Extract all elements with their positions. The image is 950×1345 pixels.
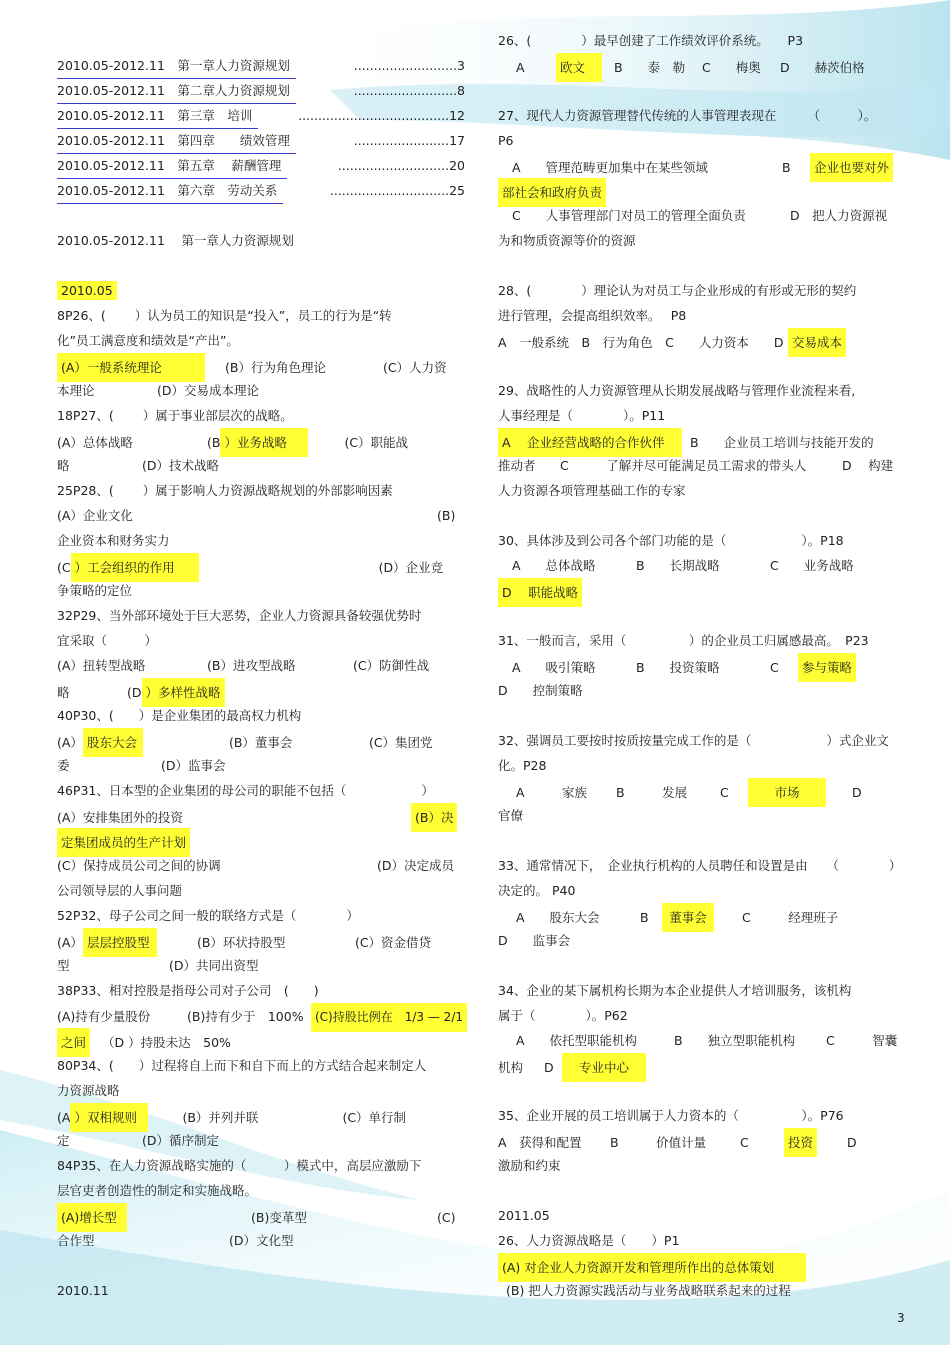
question-26-options: (A) 对企业人力资源开发和管理所作出的总体策划 (498, 1253, 908, 1278)
right-column (498, 28, 908, 1303)
question-27-options: C 人事管理部门对员工的管理全面负责 D 把人力资源视 (512, 208, 888, 223)
question-31-text: 公司领导层的人事问题 (57, 883, 183, 898)
question-32-options: A 家族 B 发展 C 市场 D (498, 778, 908, 803)
question-29-text: 29、战略性的人力资源管理从长期发展战略与管理作业流程来看, (498, 383, 856, 398)
section-title: 2010.05-2012.11 第一章人力资源规划 (57, 233, 294, 248)
question-31-options: D 控制策略 (498, 683, 583, 698)
question-31-text: 31、一般而言，采用（ ）的企业员工归属感最高。 P23 (498, 633, 869, 648)
toc-entry[interactable]: 2010.05-2012.11 第五章 薪酬管理 ............................20 (57, 153, 465, 178)
question-34-text: 34、企业的某下属机构长期为本企业提供人才培训服务，该机构 (498, 983, 852, 998)
question-34-options: A 依托型职能机构 B 独立型职能机构 C 智囊 (516, 1033, 898, 1048)
question-33-text: 33、通常情况下， 企业执行机构的人员聘任和设置是由 （ ） (498, 858, 902, 873)
toc-entry[interactable]: 2010.05-2012.11 第二章人力资源规划 ..........................8 (57, 78, 465, 103)
question-34-text: 力资源战略 (57, 1083, 120, 1098)
question-29-options: 推动者 C 了解并尽可能满足员工需求的带头人 D 构建 (498, 458, 894, 473)
question-31-text: 46P31、日本型的企业集团的母公司的职能不包括（ ） (57, 783, 434, 798)
question-27-options: (A）总体战略 (B ）业务战略 (C）职能战 (57, 428, 465, 453)
toc-entry[interactable]: 2010.05-2012.11 第六章 劳动关系 ..............................25 (57, 178, 465, 203)
question-26-options: A 欧文 B 泰 勒 C 梅奥 D 赫茨伯格 (498, 53, 908, 78)
question-35-text: 84P35、在人力资源战略实施的（ ）模式中，高层应激励下 (57, 1158, 422, 1173)
question-35-options: 合作型 (D）文化型 (57, 1233, 294, 1248)
question-31-options: 定集团成员的生产计划 (57, 828, 465, 853)
question-26-text: 8P26、( ）认为员工的知识是“投入”，员工的行为是“转 (57, 308, 392, 323)
question-33-text: 决定的。 P40 (498, 883, 576, 898)
year-heading: 2010.11 (57, 1283, 109, 1298)
question-32-options: (A） 层层控股型 (B）环状持股型 (C）资金借贷 (57, 928, 465, 953)
question-26-text: 化”员工满意度和绩效是“产出”。 (57, 333, 239, 348)
question-27-text: 27、现代人力资源管理替代传统的人事管理表现在 （ ）。 (498, 108, 877, 123)
question-35-text: 层官吏者创造性的制定和实施战略。 (57, 1183, 258, 1198)
question-33-options: 之间 （D ）持股未达 50% (57, 1028, 465, 1053)
question-28-text: 25P28、( ）属于影响人力资源战略规划的外部影响因素 (57, 483, 393, 498)
question-28-options: (C ）工会组织的作用 (D）企业竞 (57, 553, 465, 578)
question-29-text: 宜采取（ ） (57, 633, 158, 648)
toc-entry[interactable]: 2010.05-2012.11 第三章 培训 ......................................12 (57, 103, 465, 128)
question-30-options: D 职能战略 (498, 578, 908, 603)
question-27-text: P6 (498, 133, 514, 148)
question-28-text: 28、( ）理论认为对员工与企业形成的有形或无形的契约 (498, 283, 857, 298)
question-29-options: 略 (D ）多样性战略 (57, 678, 465, 703)
question-26-text: 26、人力资源战略是（ ）P1 (498, 1233, 680, 1248)
question-26-options: 本理论 (D）交易成本理论 (57, 383, 260, 398)
question-27-options: A 管理范畴更加集中在某些领域 B 企业也要对外 (498, 153, 908, 178)
question-28-text: 争策略的定位 (57, 583, 133, 598)
question-35-options: A 获得和配置 B 价值计量 C 投资 D (498, 1128, 908, 1153)
question-32-text: 化。P28 (498, 758, 547, 773)
question-35-text: 35、企业开展的员工培训属于人力资本的（ ）。P76 (498, 1108, 844, 1123)
question-28-text: 进行管理，会提高组织效率。 P8 (498, 308, 687, 323)
question-29-options: (A）扭转型战略 (B）进攻型战略 (C）防御性战 (57, 658, 430, 673)
question-33-options: (A)持有少量股份 (B)持有少于 100% (C)持股比例在 1/3 — 2/1 (57, 1003, 465, 1028)
question-27-options: 部社会和政府负责 (498, 178, 908, 203)
question-35-options: (A)增长型 (B)变革型 (C) (57, 1203, 465, 1228)
question-29-options: A 企业经营战略的合作伙伴 B 企业员工培训与技能开发的 (498, 428, 908, 453)
question-27-text: 为和物质资源等价的资源 (498, 233, 636, 248)
question-30-options: (A） 股东大会 (B）董事会 (C）集团党 (57, 728, 465, 753)
question-30-options: 委 (D）监事会 (57, 758, 226, 773)
question-32-options: 型 (D）共同出资型 (57, 958, 259, 973)
question-34-text: 属于（ ）。P62 (498, 1008, 628, 1023)
toc-entry[interactable]: 2010.05-2012.11 第四章 绩效管理 ........................17 (57, 128, 465, 153)
question-31-options: (C）保持成员公司之间的协调 (D）决定成员 (57, 858, 455, 873)
question-33-text: 38P33、相对控股是指母公司对子公司 ( ) (57, 983, 319, 998)
question-30-text: 40P30、( ）是企业集团的最高权力机构 (57, 708, 302, 723)
question-29-text: 32P29、当外部环境处于巨大恶势，企业人力资源具备较强优势时 (57, 608, 422, 623)
question-32-text: 52P32、母子公司之间一般的联络方式是（ ） (57, 908, 359, 923)
table-of-contents (57, 53, 465, 203)
question-26-options: (B) 把人力资源实践活动与业务战略联系起来的过程 (506, 1283, 791, 1298)
question-27-text: 18P27、( ）属于事业部层次的战略。 (57, 408, 293, 423)
question-33-options: D 监事会 (498, 933, 571, 948)
question-32-text: 官僚 (498, 808, 524, 823)
question-26-options: (A）一般系统理论 (B）行为角色理论 (C）人力资 (57, 353, 465, 378)
question-28-text: 企业资本和财务实力 (57, 533, 170, 548)
year-heading: 2011.05 (498, 1208, 550, 1223)
page-number: 3 (897, 1311, 905, 1325)
question-30-text: 30、具体涉及到公司各个部门功能的是（ ）。P18 (498, 533, 844, 548)
question-27-options: 略 (D）技术战略 (57, 458, 220, 473)
question-32-text: 32、强调员工要按时按质按量完成工作的是（ ）式企业文 (498, 733, 889, 748)
question-31-options: A 吸引策略 B 投资策略 C 参与策略 (498, 653, 908, 678)
question-29-text: 人事经理是（ ）。P11 (498, 408, 666, 423)
question-28-options: (A）企业文化 (B) (57, 508, 456, 523)
question-34-options: 机构 D 专业中心 (498, 1053, 908, 1078)
question-33-options: A 股东大会 B 董事会 C 经理班子 (498, 903, 908, 928)
question-34-options: (A ）双相规则 (B）并列并联 (C）单行制 (57, 1103, 465, 1128)
toc-entry[interactable]: 2010.05-2012.11 第一章人力资源规划 ..........................3 (57, 53, 465, 78)
left-column (57, 53, 465, 1303)
question-34-options: 定 (D）循序制定 (57, 1133, 220, 1148)
question-31-options: (A）安排集团外的投资 (B）决 (57, 803, 465, 828)
question-28-options: A 一般系统 B 行为角色 C 人力资本 D 交易成本 (498, 328, 908, 353)
question-29-text: 人力资源各项管理基础工作的专家 (498, 483, 686, 498)
question-26-text: 26、( ）最早创建了工作绩效评价系统。 P3 (498, 33, 804, 48)
question-34-text: 80P34、( ）过程将自上而下和自下而上的方式结合起来制定人 (57, 1058, 427, 1073)
question-30-options: A 总体战略 B 长期战略 C 业务战略 (512, 558, 854, 573)
question-35-text: 激励和约束 (498, 1158, 561, 1173)
year-heading: 2010.05 (57, 278, 465, 303)
